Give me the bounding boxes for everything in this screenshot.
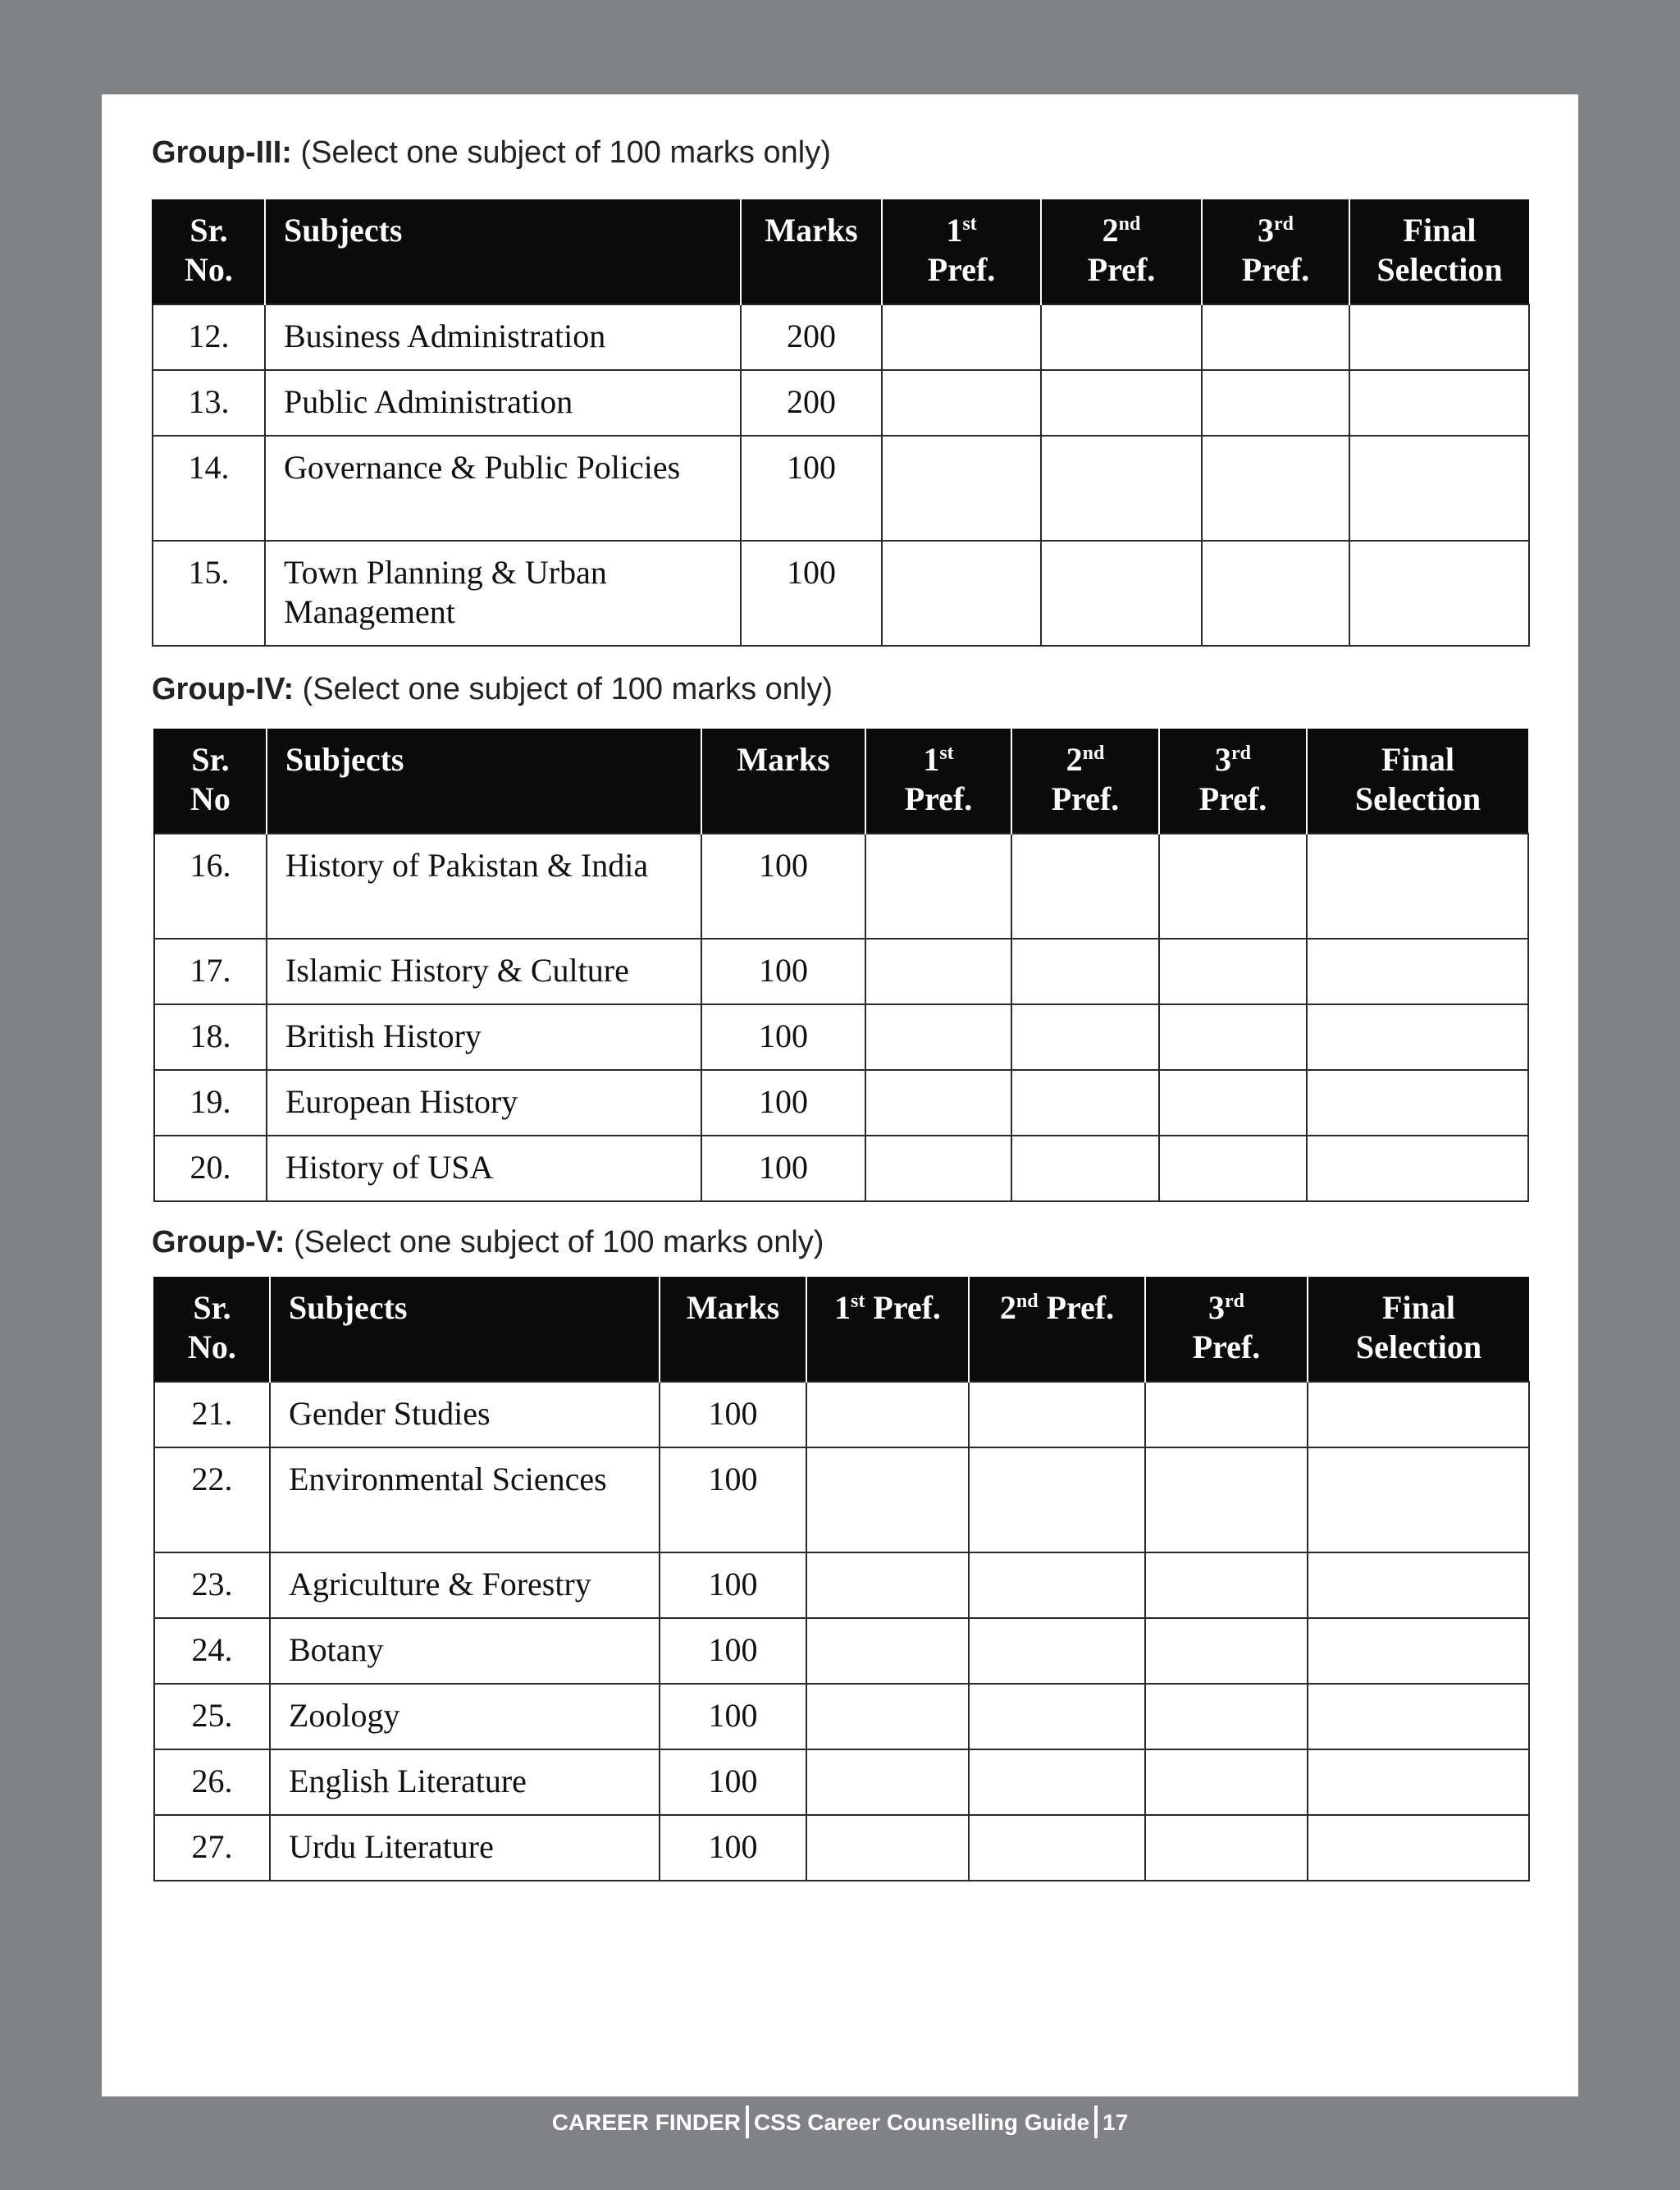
- pref1-cell[interactable]: [806, 1749, 969, 1815]
- sr-cell: 18.: [154, 1004, 267, 1070]
- pref2-cell[interactable]: [969, 1815, 1145, 1881]
- subject-cell: Gender Studies: [270, 1382, 660, 1447]
- header-3rd-pref: 3rd Pref.: [1159, 729, 1307, 834]
- header-final-selection: Final Selection: [1307, 729, 1528, 834]
- page-footer: [0, 2105, 1680, 2138]
- header-1st-pref: 1st Pref.: [806, 1277, 969, 1382]
- pref1-cell[interactable]: [806, 1447, 969, 1552]
- subject-cell: Town Planning & Urban Management: [265, 541, 741, 646]
- marks-cell: 100: [660, 1552, 806, 1618]
- sr-cell: 20.: [154, 1136, 267, 1201]
- subject-cell: History of Pakistan & India: [267, 834, 701, 939]
- table-row: [153, 436, 1529, 541]
- header-subjects: Subjects: [270, 1277, 660, 1382]
- pref2-cell[interactable]: [1011, 1070, 1159, 1136]
- pref3-cell[interactable]: [1145, 1447, 1308, 1552]
- table-row: [153, 370, 1529, 436]
- footer-guide-title: CSS Career Counselling Guide: [753, 2110, 1090, 2135]
- marks-cell: 100: [741, 436, 882, 541]
- header-marks: Marks: [660, 1277, 806, 1382]
- final-selection-cell[interactable]: [1349, 304, 1529, 370]
- subject-table: [152, 199, 1530, 647]
- pref1-cell[interactable]: [865, 1136, 1011, 1201]
- group-note: (Select one subject of 100 marks only): [302, 672, 833, 706]
- pref2-cell[interactable]: [969, 1382, 1145, 1447]
- final-selection-cell[interactable]: [1349, 541, 1529, 646]
- subject-cell: Urdu Literature: [270, 1815, 660, 1881]
- final-selection-cell[interactable]: [1308, 1382, 1529, 1447]
- table-row: [154, 1004, 1528, 1070]
- sr-cell: 16.: [154, 834, 267, 939]
- subject-cell: British History: [267, 1004, 701, 1070]
- pref2-cell[interactable]: [1011, 1136, 1159, 1201]
- table-row: [154, 1070, 1528, 1136]
- pref1-cell[interactable]: [882, 541, 1041, 646]
- header-final-selection: Final Selection: [1349, 199, 1529, 304]
- final-selection-cell[interactable]: [1308, 1749, 1529, 1815]
- pref1-cell[interactable]: [865, 939, 1011, 1004]
- table-row: [153, 304, 1529, 370]
- marks-cell: 100: [701, 1070, 865, 1136]
- marks-cell: 100: [660, 1618, 806, 1684]
- subject-cell: Public Administration: [265, 370, 741, 436]
- sr-cell: 26.: [154, 1749, 270, 1815]
- pref2-cell[interactable]: [1041, 370, 1202, 436]
- marks-cell: 200: [741, 304, 882, 370]
- pref3-cell[interactable]: [1202, 370, 1349, 436]
- pref3-cell[interactable]: [1159, 1070, 1307, 1136]
- pref2-cell[interactable]: [1041, 304, 1202, 370]
- sr-cell: 14.: [153, 436, 265, 541]
- marks-cell: 100: [701, 1136, 865, 1201]
- final-selection-cell[interactable]: [1308, 1684, 1529, 1749]
- final-selection-cell[interactable]: [1307, 939, 1528, 1004]
- final-selection-cell[interactable]: [1308, 1447, 1529, 1552]
- subject-cell: Governance & Public Policies: [265, 436, 741, 541]
- sr-cell: 22.: [154, 1447, 270, 1552]
- table-row: [154, 1136, 1528, 1201]
- final-selection-cell[interactable]: [1308, 1618, 1529, 1684]
- header-subjects: Subjects: [265, 199, 741, 304]
- pref3-cell[interactable]: [1159, 1136, 1307, 1201]
- header-3rd-pref: 3rd Pref.: [1202, 199, 1349, 304]
- final-selection-cell[interactable]: [1349, 370, 1529, 436]
- subject-cell: Botany: [270, 1618, 660, 1684]
- sr-cell: 19.: [154, 1070, 267, 1136]
- pref2-cell[interactable]: [1011, 1004, 1159, 1070]
- header-sr-no: Sr. No.: [154, 1277, 270, 1382]
- marks-cell: 100: [660, 1382, 806, 1447]
- pref3-cell[interactable]: [1145, 1684, 1308, 1749]
- header-2nd-pref: 2nd Pref.: [969, 1277, 1145, 1382]
- header-marks: Marks: [741, 199, 882, 304]
- table-row: [154, 1749, 1529, 1815]
- group-label: Group-V:: [152, 1225, 285, 1260]
- pref2-cell[interactable]: [969, 1447, 1145, 1552]
- pref1-cell[interactable]: [806, 1382, 969, 1447]
- pref3-cell[interactable]: [1202, 304, 1349, 370]
- final-selection-cell[interactable]: [1307, 834, 1528, 939]
- group-label: Group-III:: [152, 135, 292, 170]
- header-2nd-pref: 2nd Pref.: [1011, 729, 1159, 834]
- header-sr-no: Sr. No.: [153, 199, 265, 304]
- pref3-cell[interactable]: [1202, 436, 1349, 541]
- subject-cell: Business Administration: [265, 304, 741, 370]
- final-selection-cell[interactable]: [1307, 1070, 1528, 1136]
- marks-cell: 100: [660, 1815, 806, 1881]
- pref1-cell[interactable]: [865, 1070, 1011, 1136]
- marks-cell: 100: [660, 1749, 806, 1815]
- table-row: [154, 1382, 1529, 1447]
- group-label: Group-IV:: [152, 672, 294, 706]
- footer-separator: [1094, 2105, 1098, 2138]
- subject-cell: Agriculture & Forestry: [270, 1552, 660, 1618]
- pref2-cell[interactable]: [969, 1618, 1145, 1684]
- header-sr-no: Sr. No: [154, 729, 267, 834]
- header-final-selection: Final Selection: [1308, 1277, 1529, 1382]
- pref1-cell[interactable]: [882, 370, 1041, 436]
- pref2-cell[interactable]: [1011, 834, 1159, 939]
- pref1-cell[interactable]: [882, 436, 1041, 541]
- table-row: [154, 1618, 1529, 1684]
- pref3-cell[interactable]: [1145, 1552, 1308, 1618]
- marks-cell: 200: [741, 370, 882, 436]
- header-subjects: Subjects: [267, 729, 701, 834]
- sr-cell: 25.: [154, 1684, 270, 1749]
- group-note: (Select one subject of 100 marks only): [294, 1225, 824, 1260]
- pref2-cell[interactable]: [969, 1749, 1145, 1815]
- pref2-cell[interactable]: [1041, 436, 1202, 541]
- footer-separator: [746, 2105, 749, 2138]
- page-number: 17: [1102, 2110, 1129, 2135]
- pref3-cell[interactable]: [1159, 939, 1307, 1004]
- sr-cell: 13.: [153, 370, 265, 436]
- document-page: [102, 94, 1578, 2096]
- subject-cell: Environmental Sciences: [270, 1447, 660, 1552]
- sr-cell: 21.: [154, 1382, 270, 1447]
- marks-cell: 100: [701, 834, 865, 939]
- table-row: [154, 1552, 1529, 1618]
- final-selection-cell[interactable]: [1308, 1815, 1529, 1881]
- header-2nd-pref: 2nd Pref.: [1041, 199, 1202, 304]
- marks-cell: 100: [701, 939, 865, 1004]
- pref1-cell[interactable]: [806, 1684, 969, 1749]
- header-1st-pref: 1st Pref.: [882, 199, 1041, 304]
- pref2-cell[interactable]: [1041, 541, 1202, 646]
- pref1-cell[interactable]: [806, 1552, 969, 1618]
- pref3-cell[interactable]: [1145, 1618, 1308, 1684]
- group-heading: [152, 135, 831, 171]
- table-row: [154, 939, 1528, 1004]
- pref1-cell[interactable]: [806, 1815, 969, 1881]
- sr-cell: 27.: [154, 1815, 270, 1881]
- sr-cell: 24.: [154, 1618, 270, 1684]
- subject-cell: European History: [267, 1070, 701, 1136]
- table-row: [154, 1684, 1529, 1749]
- pref1-cell[interactable]: [865, 1004, 1011, 1070]
- final-selection-cell[interactable]: [1307, 1136, 1528, 1201]
- pref3-cell[interactable]: [1159, 834, 1307, 939]
- table-row: [153, 541, 1529, 646]
- header-3rd-pref: 3rd Pref.: [1145, 1277, 1308, 1382]
- header-marks: Marks: [701, 729, 865, 834]
- subject-cell: English Literature: [270, 1749, 660, 1815]
- sr-cell: 12.: [153, 304, 265, 370]
- group-note: (Select one subject of 100 marks only): [300, 135, 831, 170]
- marks-cell: 100: [701, 1004, 865, 1070]
- final-selection-cell[interactable]: [1308, 1552, 1529, 1618]
- final-selection-cell[interactable]: [1349, 436, 1529, 541]
- sr-cell: 17.: [154, 939, 267, 1004]
- sr-cell: 15.: [153, 541, 265, 646]
- pref1-cell[interactable]: [806, 1618, 969, 1684]
- pref1-cell[interactable]: [865, 834, 1011, 939]
- table-row: [154, 1447, 1529, 1552]
- pref3-cell[interactable]: [1145, 1382, 1308, 1447]
- marks-cell: 100: [660, 1684, 806, 1749]
- group-heading: [152, 1225, 824, 1260]
- pref3-cell[interactable]: [1159, 1004, 1307, 1070]
- pref1-cell[interactable]: [882, 304, 1041, 370]
- footer-brand: CAREER FINDER: [551, 2110, 741, 2135]
- pref2-cell[interactable]: [1011, 939, 1159, 1004]
- table-row: [154, 834, 1528, 939]
- table-row: [154, 1815, 1529, 1881]
- header-1st-pref: 1st Pref.: [865, 729, 1011, 834]
- subject-cell: History of USA: [267, 1136, 701, 1201]
- subject-cell: Islamic History & Culture: [267, 939, 701, 1004]
- subject-cell: Zoology: [270, 1684, 660, 1749]
- subject-table: [153, 729, 1529, 1202]
- pref3-cell[interactable]: [1202, 541, 1349, 646]
- subject-table: [153, 1277, 1530, 1881]
- group-heading: [152, 672, 833, 707]
- marks-cell: 100: [741, 541, 882, 646]
- pref2-cell[interactable]: [969, 1684, 1145, 1749]
- final-selection-cell[interactable]: [1307, 1004, 1528, 1070]
- pref3-cell[interactable]: [1145, 1815, 1308, 1881]
- pref3-cell[interactable]: [1145, 1749, 1308, 1815]
- sr-cell: 23.: [154, 1552, 270, 1618]
- marks-cell: 100: [660, 1447, 806, 1552]
- pref2-cell[interactable]: [969, 1552, 1145, 1618]
